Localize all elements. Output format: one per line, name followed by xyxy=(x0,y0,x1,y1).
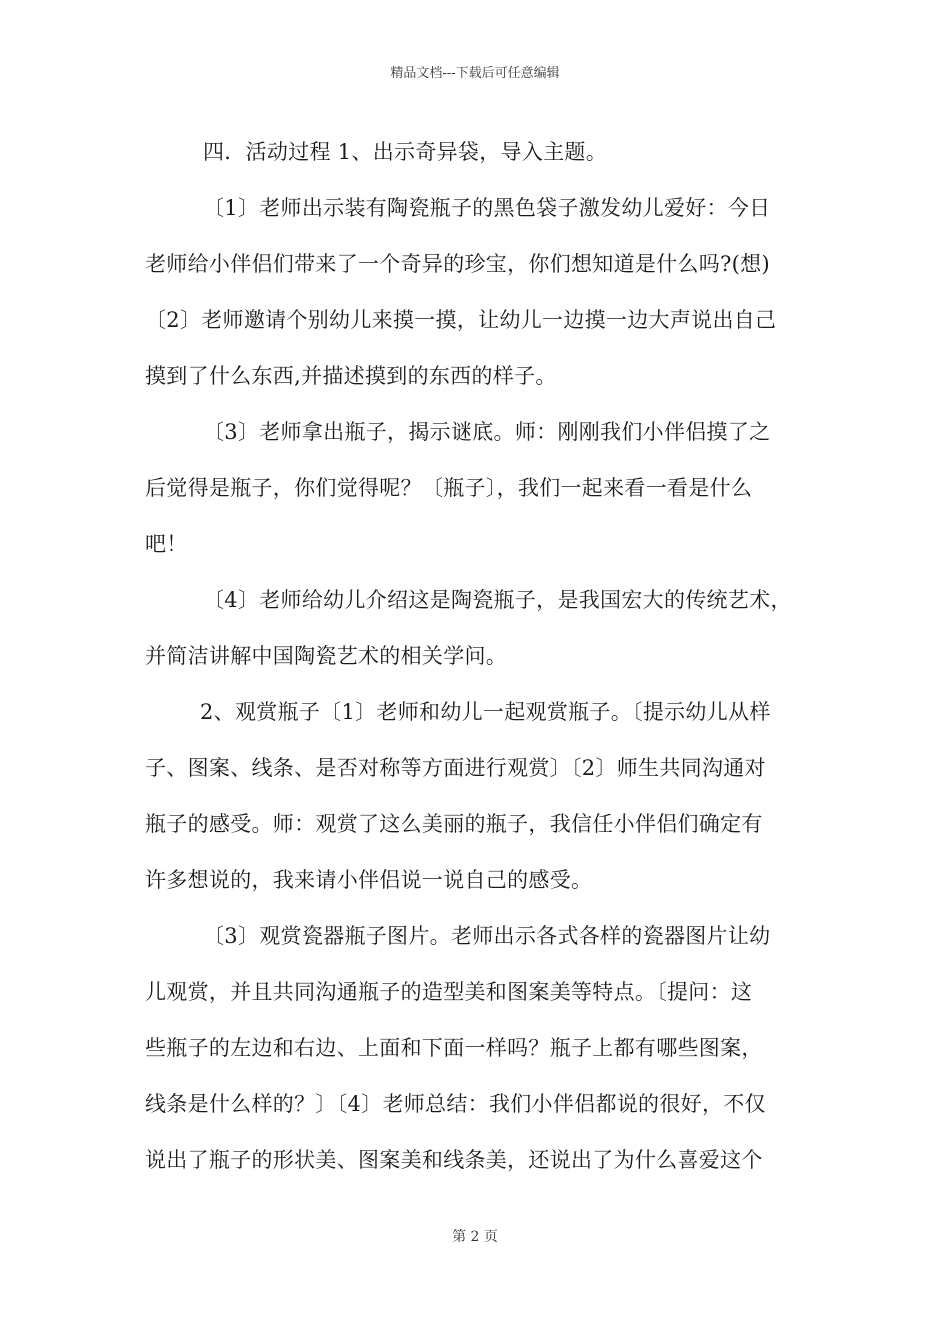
text-line: 〔3〕老师拿出瓶子，揭示谜底。师：刚刚我们小伴侣摸了之 xyxy=(203,420,771,444)
text-line: 〔4〕老师给幼儿介绍这是陶瓷瓶子，是我国宏大的传统艺术， xyxy=(203,588,792,612)
text-line: 〔3〕观赏瓷器瓶子图片。老师出示各式各样的瓷器图片让幼 xyxy=(203,924,771,948)
page-number: 第 2 页 xyxy=(452,1229,498,1245)
text-line: 线条是什么样的？〕〔4〕老师总结：我们小伴侣都说的很好，不仅 xyxy=(145,1092,766,1116)
text-line: 吧！ xyxy=(145,532,188,556)
text-line: 摸到了什么东西,并描述摸到的东西的样子。 xyxy=(145,364,557,388)
text-line: 并简洁讲解中国陶瓷艺术的相关学问。 xyxy=(145,644,508,668)
text-line: 〔1〕老师出示装有陶瓷瓶子的黑色袋子激发幼儿爱好：今日 xyxy=(203,196,771,220)
text-line: 后觉得是瓶子，你们觉得呢？〔瓶子〕，我们一起来看一看是什么 xyxy=(145,476,753,500)
text-line: 些瓶子的左边和右边、上面和下面一样吗？瓶子上都有哪些图案， xyxy=(145,1036,763,1060)
text-line: 四．活动过程 1、出示奇异袋，导入主题。 xyxy=(203,140,608,164)
text-line: 许多想说的，我来请小伴侣说一说自己的感受。 xyxy=(145,868,593,892)
page-header: 精品文档---下载后可任意编辑 xyxy=(390,66,560,81)
text-line: 老师给小伴侣们带来了一个奇异的珍宝，你们想知道是什么吗?(想) xyxy=(145,252,770,276)
text-line: 2、观赏瓶子〔1〕老师和幼儿一起观赏瓶子。〔提示幼儿从样 xyxy=(200,700,771,724)
text-line: 瓶子的感受。师：观赏了这么美丽的瓶子，我信任小伴侣们确定有 xyxy=(145,812,763,836)
text-line: 说出了瓶子的形状美、图案美和线条美，还说出了为什么喜爱这个 xyxy=(145,1148,763,1172)
text-line: 〔2〕老师邀请个别幼儿来摸一摸，让幼儿一边摸一边大声说出自己 xyxy=(145,308,777,332)
text-line: 儿观赏，并且共同沟通瓶子的造型美和图案美等特点。〔提问：这 xyxy=(145,980,753,1004)
document-body xyxy=(145,134,810,1198)
text-line: 子、图案、线条、是否对称等方面进行观赏〕〔2〕师生共同沟通对 xyxy=(145,756,766,780)
